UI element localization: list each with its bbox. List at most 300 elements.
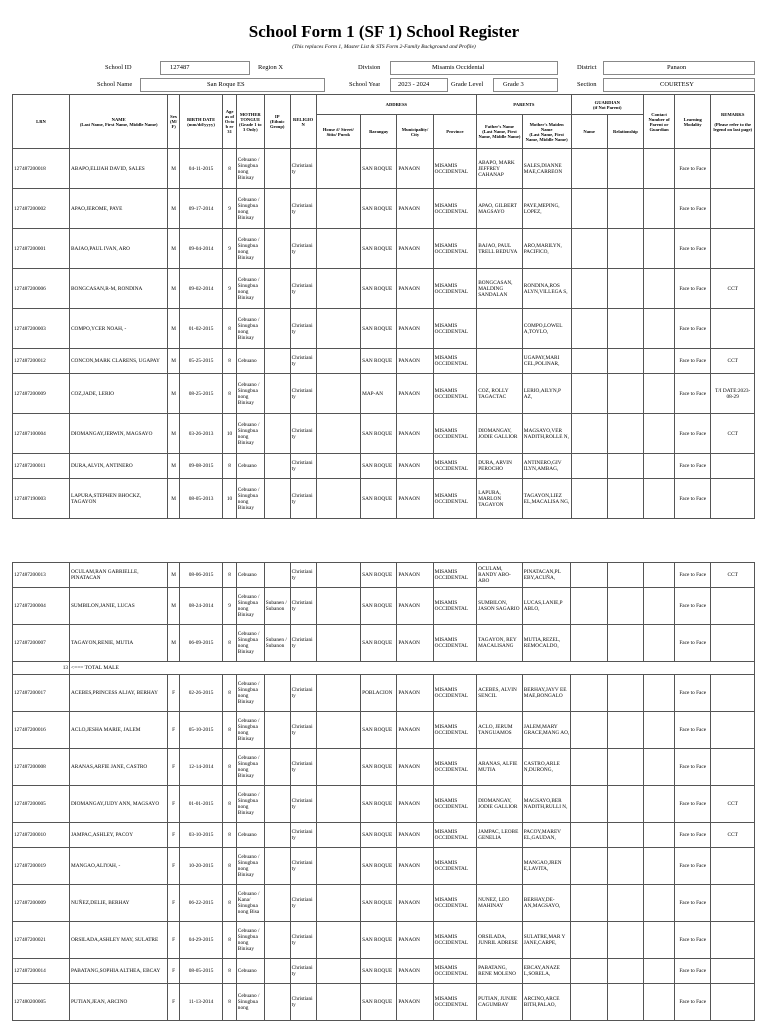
sex-cell: M xyxy=(168,309,179,349)
father-cell: BONGCASAN, MALDING SANDALAN xyxy=(477,269,523,309)
modality-cell: Face to Face xyxy=(675,675,711,712)
province-cell: MISAMIS OCCIDENTAL xyxy=(433,675,477,712)
birth-cell: 09-04-2014 xyxy=(179,229,223,269)
modality-cell: Face to Face xyxy=(675,563,711,588)
table-row xyxy=(13,922,755,959)
sex-cell: M xyxy=(168,189,179,229)
guardian-name-cell xyxy=(571,984,607,1021)
col-ip-sub: (Ethnic Group) xyxy=(269,119,285,129)
table-row xyxy=(13,269,755,309)
remarks-cell xyxy=(711,588,755,625)
ip-cell xyxy=(264,786,290,823)
father-cell: SUMBILON, JASON SAGARIO xyxy=(477,588,523,625)
municipality-cell: PANAON xyxy=(397,309,433,349)
table-row xyxy=(13,414,755,454)
lrn-cell: 127487200002 xyxy=(13,189,70,229)
province-cell: MISAMIS OCCIDENTAL xyxy=(433,309,477,349)
name-cell: BONGCASAN,R-M, RONDINA xyxy=(69,269,167,309)
mother-cell: BERHAY,DE-AN,MAGSAYO, xyxy=(522,885,571,922)
remarks-cell xyxy=(711,675,755,712)
name-cell: DURA,ALVIN, ANTINERO xyxy=(69,454,167,479)
ip-cell xyxy=(264,269,290,309)
sex-cell: F xyxy=(168,984,179,1021)
barangay-cell: SAN ROQUE xyxy=(361,229,397,269)
remarks-cell: CCT xyxy=(711,823,755,848)
religion-cell: Christiani ty xyxy=(290,823,316,848)
table-row xyxy=(13,229,755,269)
district-label: District xyxy=(577,64,597,71)
ip-cell xyxy=(264,479,290,519)
table-row xyxy=(13,959,755,984)
relationship-cell xyxy=(607,149,643,189)
birth-cell: 09-02-2014 xyxy=(179,269,223,309)
guardian-name-cell xyxy=(571,675,607,712)
father-cell: DIOMANGAY, JODIE GALLIOR xyxy=(477,786,523,823)
municipality-cell: PANAON xyxy=(397,149,433,189)
birth-cell: 01-02-2015 xyxy=(179,309,223,349)
municipality-cell: PANAON xyxy=(397,189,433,229)
municipality-cell: PANAON xyxy=(397,712,433,749)
mother-cell: ANTINERO,GIV ILYN,AMBAG, xyxy=(522,454,571,479)
ip-cell xyxy=(264,959,290,984)
total-male-count: 13 xyxy=(62,665,68,671)
municipality-cell: PANAON xyxy=(397,823,433,848)
sex-cell: F xyxy=(168,749,179,786)
col-house: House #/ Street/ Sitio/ Purok xyxy=(316,115,361,149)
barangay-cell: SAN ROQUE xyxy=(361,959,397,984)
school-year-value: 2023 - 2024 xyxy=(398,81,430,88)
birth-cell: 08-06-2015 xyxy=(179,563,223,588)
father-cell: COZ, ROLLY TAGACTAC xyxy=(477,374,523,414)
relationship-cell xyxy=(607,848,643,885)
age-cell: 8 xyxy=(223,922,236,959)
col-address: ADDRESS xyxy=(316,95,477,115)
name-cell: OCULAM,RAN GABRIELLE, PINATACAN xyxy=(69,563,167,588)
school-id-value: 127487 xyxy=(170,64,190,71)
guardian-name-cell xyxy=(571,625,607,662)
col-sex: Sex (M/F) xyxy=(168,95,179,149)
mother-cell: SULATRE,MAR Y JANE,CARPE, xyxy=(522,922,571,959)
municipality-cell: PANAON xyxy=(397,229,433,269)
religion-cell: Christiani ty xyxy=(290,625,316,662)
guardian-name-cell xyxy=(571,229,607,269)
contact-cell xyxy=(644,625,675,662)
house-cell xyxy=(316,922,361,959)
ip-cell xyxy=(264,749,290,786)
birth-cell: 05-25-2015 xyxy=(179,349,223,374)
total-male-cell xyxy=(69,662,754,675)
religion-cell: Christiani ty xyxy=(290,959,316,984)
lrn-cell: 127487100004 xyxy=(13,414,70,454)
col-birth-sub: (mm/dd/yyyy) xyxy=(187,121,215,127)
birth-cell: 08-24-2014 xyxy=(179,588,223,625)
form-title: School Form 1 (SF 1) School Register xyxy=(248,22,520,41)
remarks-cell: T/I DATE:2023-08-29 xyxy=(711,374,755,414)
house-cell xyxy=(316,149,361,189)
guardian-name-cell xyxy=(571,848,607,885)
father-cell: ORSILADA, JUNRIL ADRESE xyxy=(477,922,523,959)
relationship-cell xyxy=(607,374,643,414)
mother-cell: ARO,MARILYN, PACIFICO, xyxy=(522,229,571,269)
age-cell: 8 xyxy=(223,309,236,349)
age-cell: 8 xyxy=(223,675,236,712)
religion-cell: Christiani ty xyxy=(290,848,316,885)
lrn-cell: 127487200007 xyxy=(13,625,70,662)
birth-cell: 02-26-2015 xyxy=(179,675,223,712)
age-cell: 8 xyxy=(223,149,236,189)
col-modality: Learning Modality xyxy=(675,95,711,149)
name-cell: COMPO,YCER NOAH, - xyxy=(69,309,167,349)
relationship-cell xyxy=(607,229,643,269)
tongue-cell: Cebuano / Sinugbua nong Binisay xyxy=(236,149,264,189)
age-cell: 8 xyxy=(223,625,236,662)
relationship-cell xyxy=(607,479,643,519)
col-birth-title: BIRTH DATE xyxy=(186,116,216,122)
sex-cell: M xyxy=(168,563,179,588)
col-contact: Contact Number of Parent or Guardian xyxy=(644,95,675,149)
col-father xyxy=(477,115,523,149)
province-cell: MISAMIS OCCIDENTAL xyxy=(433,625,477,662)
contact-cell xyxy=(644,922,675,959)
modality-cell: Face to Face xyxy=(675,189,711,229)
relationship-cell xyxy=(607,563,643,588)
barangay-cell: SAN ROQUE xyxy=(361,712,397,749)
contact-cell xyxy=(644,149,675,189)
religion-cell: Christiani ty xyxy=(290,229,316,269)
father-cell: ACLO, JERUM TANGUAMOS xyxy=(477,712,523,749)
col-remarks xyxy=(711,95,755,149)
municipality-cell: PANAON xyxy=(397,588,433,625)
barangay-cell: SAN ROQUE xyxy=(361,823,397,848)
division-value: Misamis Occidental xyxy=(432,64,485,71)
house-cell xyxy=(316,269,361,309)
ip-cell xyxy=(264,848,290,885)
barangay-cell: SAN ROQUE xyxy=(361,269,397,309)
col-name-title: NAME xyxy=(111,116,126,122)
ip-cell xyxy=(264,712,290,749)
relationship-cell xyxy=(607,922,643,959)
birth-cell: 05-10-2015 xyxy=(179,712,223,749)
ip-cell xyxy=(264,374,290,414)
school-name-value: San Roque ES xyxy=(207,81,245,88)
province-cell: MISAMIS OCCIDENTAL xyxy=(433,922,477,959)
province-cell: MISAMIS OCCIDENTAL xyxy=(433,454,477,479)
modality-cell: Face to Face xyxy=(675,349,711,374)
father-cell: OCULAM, RANDY ABO-ABO xyxy=(477,563,523,588)
sex-cell: M xyxy=(168,374,179,414)
sex-cell: F xyxy=(168,675,179,712)
religion-cell: Christiani ty xyxy=(290,269,316,309)
ip-cell xyxy=(264,414,290,454)
age-cell: 8 xyxy=(223,349,236,374)
col-barangay: Barangay xyxy=(361,115,397,149)
house-cell xyxy=(316,189,361,229)
col-tongue xyxy=(236,95,264,149)
tongue-cell: Cebuano xyxy=(236,454,264,479)
relationship-cell xyxy=(607,349,643,374)
lrn-cell: 127487200018 xyxy=(13,149,70,189)
house-cell xyxy=(316,454,361,479)
col-ip-title: IP xyxy=(274,114,280,119)
father-cell: APAO, GILBERT MAGSAYO xyxy=(477,189,523,229)
birth-cell: 04-29-2015 xyxy=(179,922,223,959)
sex-cell: M xyxy=(168,454,179,479)
table-row xyxy=(13,984,755,1021)
house-cell xyxy=(316,959,361,984)
remarks-cell xyxy=(711,885,755,922)
age-cell: 9 xyxy=(223,269,236,309)
modality-cell: Face to Face xyxy=(675,414,711,454)
municipality-cell: PANAON xyxy=(397,922,433,959)
table-row xyxy=(13,885,755,922)
father-cell: BAJAO, PAUL TRELL BEDUYA xyxy=(477,229,523,269)
form-subtitle: (This replaces Form 1, Master List & STS Form 2-Family Background and Profile) xyxy=(292,44,476,50)
relationship-cell xyxy=(607,269,643,309)
contact-cell xyxy=(644,749,675,786)
sex-cell: M xyxy=(168,479,179,519)
sex-cell: M xyxy=(168,349,179,374)
father-cell xyxy=(477,309,523,349)
lrn-cell: 127487200016 xyxy=(13,712,70,749)
father-cell xyxy=(477,848,523,885)
age-cell: 10 xyxy=(223,479,236,519)
modality-cell: Face to Face xyxy=(675,149,711,189)
relationship-cell xyxy=(607,414,643,454)
tongue-cell: Cebuano / Sinugbua nong Binisay xyxy=(236,479,264,519)
sex-cell: F xyxy=(168,848,179,885)
municipality-cell: PANAON xyxy=(397,625,433,662)
province-cell: MISAMIS OCCIDENTAL xyxy=(433,414,477,454)
municipality-cell: PANAON xyxy=(397,479,433,519)
col-guardian xyxy=(571,95,644,115)
municipality-cell: PANAON xyxy=(397,269,433,309)
age-cell: 8 xyxy=(223,454,236,479)
table-row xyxy=(13,749,755,786)
grade-level-value: Grade 3 xyxy=(503,81,524,88)
municipality-cell: PANAON xyxy=(397,374,433,414)
relationship-cell xyxy=(607,959,643,984)
school-name-label: School Name xyxy=(97,81,133,88)
father-cell: JAMPAC, LEOBE GENELIA xyxy=(477,823,523,848)
col-religion: RELIGIO N xyxy=(290,95,316,149)
birth-cell: 04-11-2015 xyxy=(179,149,223,189)
total-male-row xyxy=(13,662,755,675)
relationship-cell xyxy=(607,984,643,1021)
col-guardian-sub: (if Not Parent) xyxy=(593,104,622,110)
name-cell: DIOMANGAY,JERWIN, MAGSAYO xyxy=(69,414,167,454)
religion-cell: Christiani ty xyxy=(290,563,316,588)
age-cell: 8 xyxy=(223,786,236,823)
lrn-cell: 127487200010 xyxy=(13,823,70,848)
mother-cell: CASTRO,ARLE N,DURONG, xyxy=(522,749,571,786)
table-row xyxy=(13,563,755,588)
age-cell: 9 xyxy=(223,229,236,269)
province-cell: MISAMIS OCCIDENTAL xyxy=(433,269,477,309)
province-cell: MISAMIS OCCIDENTAL xyxy=(433,848,477,885)
contact-cell xyxy=(644,885,675,922)
mother-cell: COMPO,LOWEL A,TOYLO, xyxy=(522,309,571,349)
barangay-cell: SAN ROQUE xyxy=(361,848,397,885)
remarks-cell: CCT xyxy=(711,414,755,454)
tongue-cell: Cebuano / Sinugbua nong Binisay xyxy=(236,309,264,349)
barangay-cell: SAN ROQUE xyxy=(361,414,397,454)
tongue-cell: Cebuano / Sinugbua nong Binisay xyxy=(236,625,264,662)
mother-cell: PAYE,MEPING, LOPEZ, xyxy=(522,189,571,229)
contact-cell xyxy=(644,479,675,519)
tongue-cell: Cebuano / Sinugbua nong Binisay xyxy=(236,374,264,414)
remarks-cell xyxy=(711,309,755,349)
age-cell: 8 xyxy=(223,374,236,414)
sex-cell: M xyxy=(168,625,179,662)
religion-cell: Christiani ty xyxy=(290,374,316,414)
col-municipality: Municipality/ City xyxy=(397,115,433,149)
remarks-cell xyxy=(711,959,755,984)
ip-cell xyxy=(264,229,290,269)
age-cell: 8 xyxy=(223,823,236,848)
remarks-cell: CCT xyxy=(711,349,755,374)
municipality-cell: PANAON xyxy=(397,563,433,588)
lrn-cell: 127480200005 xyxy=(13,984,70,1021)
relationship-cell xyxy=(607,786,643,823)
col-age: Age as of Octob er 31 xyxy=(223,95,236,149)
ip-cell xyxy=(264,149,290,189)
register-table-page-1 xyxy=(12,94,755,519)
modality-cell: Face to Face xyxy=(675,848,711,885)
mother-cell: EBCAY,ANAZE L,SORELA, xyxy=(522,959,571,984)
lrn-cell: 127487200006 xyxy=(13,269,70,309)
col-birth xyxy=(179,95,223,149)
col-lrn: LRN xyxy=(13,95,70,149)
tongue-cell: Cebuano / Sinugbua nong Binisay xyxy=(236,229,264,269)
mother-cell: JALEM,MARY GRACE,MANG AO, xyxy=(522,712,571,749)
municipality-cell: PANAON xyxy=(397,349,433,374)
mother-cell: LUCAS,LANIE,P ABLO, xyxy=(522,588,571,625)
name-cell: DIOMANGAY,JUDY ANN, MAGSAYO xyxy=(69,786,167,823)
modality-cell: Face to Face xyxy=(675,454,711,479)
table-row xyxy=(13,848,755,885)
father-cell: ARANAS, ALFIE MUTIA xyxy=(477,749,523,786)
division-label: Division xyxy=(358,64,381,71)
house-cell xyxy=(316,349,361,374)
section-value: COURTESY xyxy=(660,81,694,88)
remarks-cell xyxy=(711,454,755,479)
age-cell: 8 xyxy=(223,959,236,984)
modality-cell: Face to Face xyxy=(675,374,711,414)
sex-cell: M xyxy=(168,414,179,454)
modality-cell: Face to Face xyxy=(675,712,711,749)
mother-cell: BERHAY,JAYV EE MAE,BONGALO xyxy=(522,675,571,712)
house-cell xyxy=(316,374,361,414)
father-cell: TAGAYON, REY MACALISANG xyxy=(477,625,523,662)
guardian-name-cell xyxy=(571,309,607,349)
guardian-name-cell xyxy=(571,588,607,625)
tongue-cell: Cebuano / Sinugbua nong Binisay xyxy=(236,588,264,625)
municipality-cell: PANAON xyxy=(397,675,433,712)
remarks-cell xyxy=(711,848,755,885)
barangay-cell: POBLACION xyxy=(361,675,397,712)
school-id-label: School ID xyxy=(105,64,132,71)
father-cell: DURA, ARVIN PEROCHO xyxy=(477,454,523,479)
age-cell: 8 xyxy=(223,712,236,749)
mother-cell: MANGAO,JREN E,LAVITA, xyxy=(522,848,571,885)
mother-cell: LERIO,AILYN,P AZ, xyxy=(522,374,571,414)
lrn-cell: 127487190003 xyxy=(13,479,70,519)
name-cell: COZ,JADE, LERIO xyxy=(69,374,167,414)
guardian-name-cell xyxy=(571,149,607,189)
ip-cell xyxy=(264,309,290,349)
birth-cell: 08-05-2015 xyxy=(179,959,223,984)
father-cell: LAPURA, MARLON TAGAYON xyxy=(477,479,523,519)
age-cell: 8 xyxy=(223,885,236,922)
sex-cell: F xyxy=(168,823,179,848)
guardian-name-cell xyxy=(571,922,607,959)
col-guardian-title: GUARDIAN xyxy=(594,99,620,105)
remarks-cell xyxy=(711,922,755,959)
house-cell xyxy=(316,229,361,269)
name-cell: PABATANG,SOPHIA ALTHEA, EBCAY xyxy=(69,959,167,984)
municipality-cell: PANAON xyxy=(397,984,433,1021)
age-cell: 8 xyxy=(223,749,236,786)
col-mother-title: Mother's Maiden Name xyxy=(529,121,564,132)
tongue-cell: Cebuano / Sinugbua nong Binisay xyxy=(236,922,264,959)
relationship-cell xyxy=(607,749,643,786)
modality-cell: Face to Face xyxy=(675,749,711,786)
birth-cell: 09-17-2014 xyxy=(179,189,223,229)
remarks-cell xyxy=(711,229,755,269)
modality-cell: Face to Face xyxy=(675,588,711,625)
municipality-cell: PANAON xyxy=(397,885,433,922)
col-name-sub: (Last Name, First Name, Middle Name) xyxy=(79,121,158,127)
total-male-spacer xyxy=(13,662,70,675)
religion-cell: Christiani ty xyxy=(290,149,316,189)
barangay-cell: SAN ROQUE xyxy=(361,922,397,959)
barangay-cell: SAN ROQUE xyxy=(361,454,397,479)
relationship-cell xyxy=(607,189,643,229)
lrn-cell: 127487200017 xyxy=(13,675,70,712)
house-cell xyxy=(316,479,361,519)
birth-cell: 08-05-2013 xyxy=(179,479,223,519)
contact-cell xyxy=(644,563,675,588)
relationship-cell xyxy=(607,309,643,349)
age-cell: 9 xyxy=(223,588,236,625)
contact-cell xyxy=(644,984,675,1021)
relationship-cell xyxy=(607,625,643,662)
guardian-name-cell xyxy=(571,823,607,848)
province-cell: MISAMIS OCCIDENTAL xyxy=(433,588,477,625)
contact-cell xyxy=(644,588,675,625)
house-cell xyxy=(316,563,361,588)
father-cell: NUNEZ, LEO MAHINAY xyxy=(477,885,523,922)
remarks-cell xyxy=(711,712,755,749)
ip-cell xyxy=(264,563,290,588)
guardian-name-cell xyxy=(571,786,607,823)
contact-cell xyxy=(644,823,675,848)
remarks-cell xyxy=(711,625,755,662)
barangay-cell: MAP-AN xyxy=(361,374,397,414)
contact-cell xyxy=(644,848,675,885)
contact-cell xyxy=(644,712,675,749)
sex-cell: M xyxy=(168,269,179,309)
register-table-page-2 xyxy=(12,562,755,1021)
ip-cell xyxy=(264,675,290,712)
tongue-cell: Cebuano xyxy=(236,563,264,588)
sex-cell: F xyxy=(168,786,179,823)
barangay-cell: SAN ROQUE xyxy=(361,563,397,588)
birth-cell: 12-14-2014 xyxy=(179,749,223,786)
modality-cell: Face to Face xyxy=(675,479,711,519)
lrn-cell: 127487200021 xyxy=(13,922,70,959)
guardian-name-cell xyxy=(571,885,607,922)
